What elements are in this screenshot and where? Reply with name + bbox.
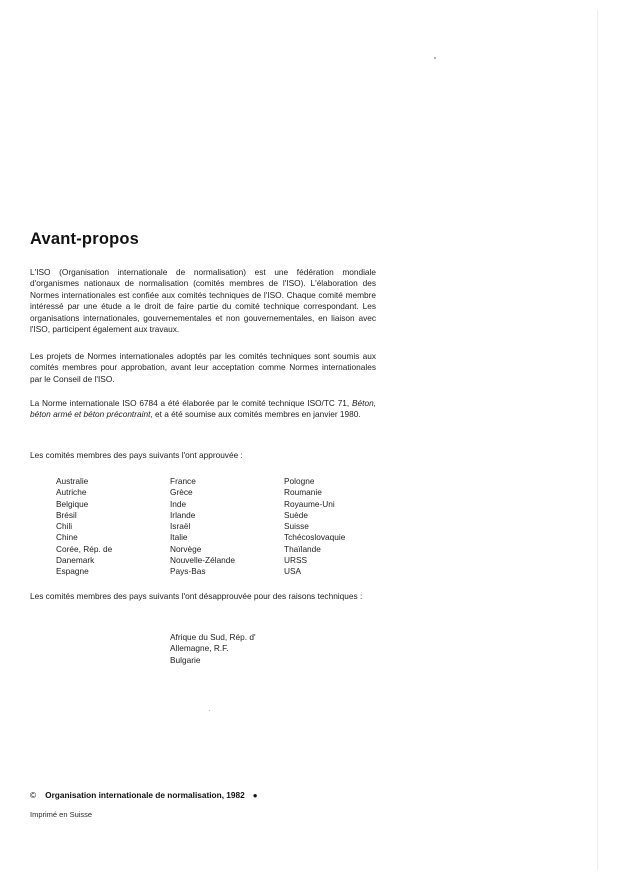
- copyright-line: [30, 790, 258, 800]
- country-item: Israël: [170, 521, 191, 531]
- country-item: Australie: [56, 476, 89, 486]
- bullet-icon: ●: [252, 791, 258, 800]
- approvers-intro: Les comités membres des pays suivants l'ont approuvée :: [30, 450, 243, 460]
- country-item: Corée, Rép. de: [56, 543, 113, 554]
- country-item: Chili: [56, 521, 73, 531]
- printed-in-note: Imprimé en Suisse: [30, 810, 93, 819]
- country-item: Norvège: [170, 543, 202, 554]
- standard-origin-text-start: La Norme internationale ISO 6784 a été élaborée par le comité technique ISO/TC 71,: [30, 398, 352, 408]
- country-item: Allemagne, R.F.: [170, 643, 229, 654]
- approving-countries-column-3: [284, 476, 345, 577]
- standard-origin-paragraph: [30, 398, 376, 421]
- country-item: France: [170, 476, 196, 486]
- copyright-icon: ©: [30, 790, 37, 800]
- country-item: Royaume-Uni: [284, 498, 335, 509]
- country-item: Suisse: [284, 521, 309, 531]
- standard-origin-text-end: , et a été soumise aux comités membres en janvier 1980.: [150, 409, 361, 420]
- country-item: Afrique du Sud, Rép. d': [170, 632, 256, 642]
- country-item: Grèce: [170, 487, 193, 498]
- country-item: Italie: [170, 532, 188, 543]
- scan-speck: [434, 57, 436, 59]
- country-item: Brésil: [56, 509, 77, 520]
- country-item: USA: [284, 566, 302, 576]
- country-item: Tchécoslovaquie: [284, 532, 346, 543]
- country-item: Suède: [284, 509, 308, 520]
- country-item: Chine: [56, 532, 78, 543]
- country-item: Bulgarie: [170, 654, 201, 665]
- country-item: Inde: [170, 498, 187, 509]
- country-item: Nouvelle-Zélande: [170, 554, 236, 565]
- copyright-text: Organisation internationale de normalisation, 1982: [45, 790, 245, 800]
- country-item: Pologne: [284, 476, 315, 486]
- approval-process-paragraph: Les projets de Normes internationales adoptés par les comités techniques sont soumis aux comités membres pour approbation, avant leur acceptation comme Normes internationales par le Conseil de l'ISO.: [30, 351, 376, 384]
- country-item: Thaïlande: [284, 543, 321, 554]
- intro-paragraph: L'ISO (Organisation internationale de normalisation) est une fédération mondiale d'organismes nationaux de normalisation (comités membres de l'ISO). L'élaboration des Normes internationales est confiée aux comités techniques de l'ISO. Chaque comité membre intéressé par une étude a le droit de faire partie du comité technique correspondant. Les organisations internationales, gouvernementales et non gouvernementales, en liaison avec l'ISO, participent également aux travaux.: [30, 267, 376, 335]
- country-item: Roumanie: [284, 487, 322, 498]
- country-item: Autriche: [56, 487, 87, 498]
- country-item: Belgique: [56, 498, 89, 509]
- approving-countries-column-2: [170, 476, 235, 577]
- country-item: URSS: [284, 554, 308, 565]
- country-item: Pays-Bas: [170, 566, 206, 576]
- scan-speck: [209, 710, 210, 711]
- approving-countries-column-1: [56, 476, 112, 577]
- country-item: Irlande: [170, 509, 196, 520]
- page-title: Avant-propos: [30, 230, 140, 248]
- scan-edge-line: [597, 10, 598, 870]
- country-item: Espagne: [56, 566, 89, 576]
- committee-title: Béton, béton armé et béton précontraint: [30, 398, 376, 420]
- disapproving-countries-list: [170, 632, 256, 666]
- disapprovers-intro: Les comités membres des pays suivants l'ont désapprouvée pour des raisons techniques :: [30, 591, 363, 601]
- country-item: Danemark: [56, 554, 95, 565]
